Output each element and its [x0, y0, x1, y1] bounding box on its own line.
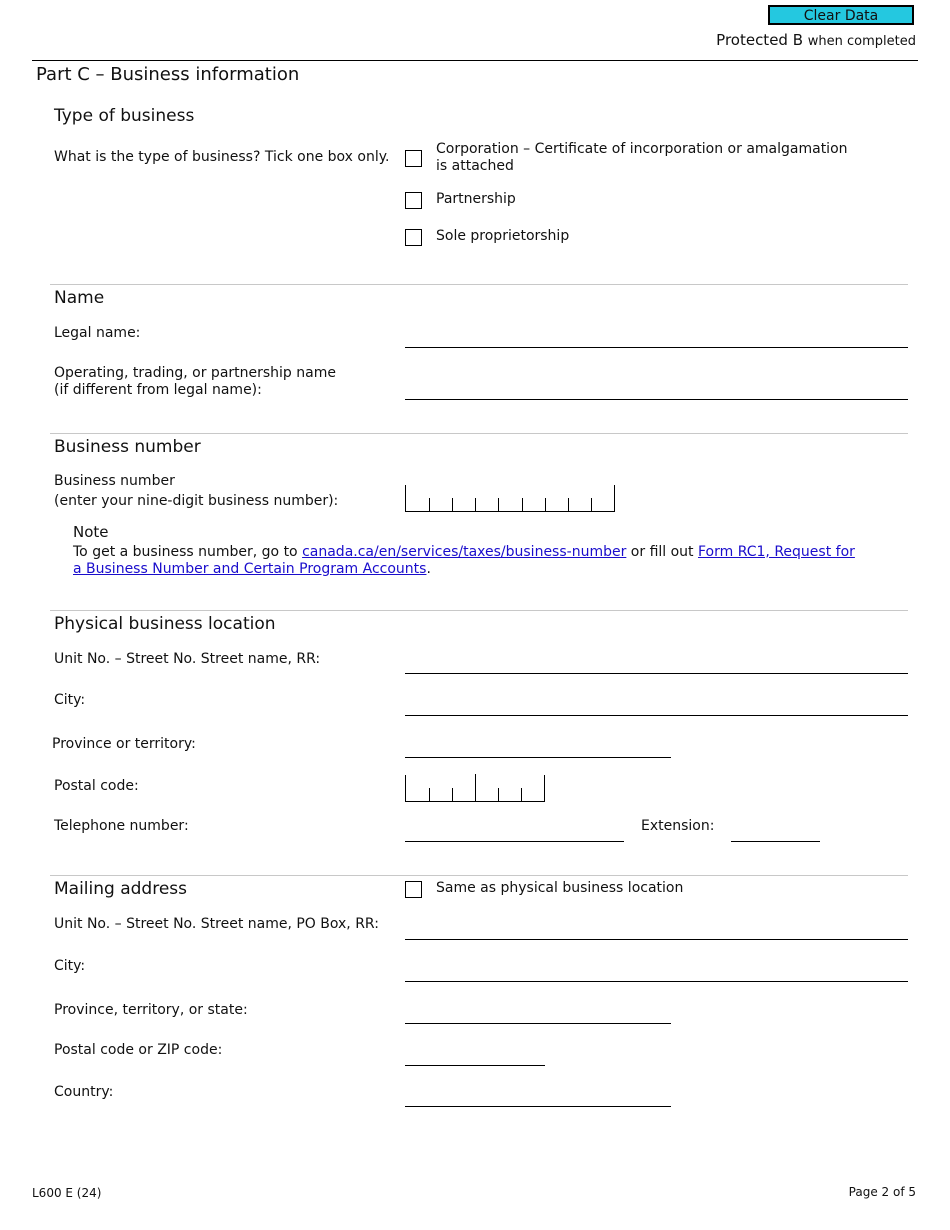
same-as-physical-checkbox[interactable]	[405, 881, 422, 898]
form-rc1-link-line2[interactable]: a Business Number and Certain Program Accounts	[73, 561, 427, 577]
char-box	[475, 775, 498, 801]
telephone-label: Telephone number:	[54, 818, 189, 834]
char-box	[429, 775, 452, 801]
corporation-label-line2: is attached	[436, 158, 514, 174]
note-text-line2	[73, 560, 431, 578]
physical-city-input[interactable]	[405, 695, 908, 716]
note-text: To get a business number, go to	[73, 544, 303, 560]
form-identifier: L600 E (24)	[32, 1186, 102, 1200]
section-divider	[50, 875, 908, 876]
mailing-postal-input[interactable]	[405, 1045, 545, 1066]
part-title: Part C – Business information	[36, 64, 300, 85]
char-box	[406, 775, 429, 801]
operating-name-label: Operating, trading, or partnership name	[54, 365, 336, 381]
type-of-business-heading: Type of business	[54, 106, 195, 126]
digit-box	[406, 485, 429, 511]
form-rc1-link[interactable]: Form RC1, Request for	[698, 544, 855, 560]
digit-box	[545, 485, 568, 511]
mailing-city-label: City:	[54, 958, 86, 974]
physical-street-label: Unit No. – Street No. Street name, RR:	[54, 651, 321, 667]
country-input[interactable]	[405, 1086, 671, 1107]
business-number-label: Business number	[54, 473, 175, 489]
physical-street-input[interactable]	[405, 653, 908, 674]
digit-box	[498, 485, 521, 511]
extension-label: Extension:	[641, 818, 715, 834]
digit-box	[568, 485, 591, 511]
business-number-label-line2: (enter your nine-digit business number):	[54, 493, 339, 509]
name-heading: Name	[54, 288, 105, 308]
legal-name-input[interactable]	[405, 327, 908, 348]
partnership-label: Partnership	[436, 191, 516, 207]
physical-postal-input[interactable]	[405, 775, 545, 802]
mailing-city-input[interactable]	[405, 961, 908, 982]
same-as-physical-label: Same as physical business location	[436, 880, 684, 896]
section-divider	[50, 610, 908, 611]
business-number-heading: Business number	[54, 437, 201, 457]
operating-name-input[interactable]	[405, 379, 908, 400]
corporation-label: Corporation – Certificate of incorporation or amalgamation	[436, 141, 848, 157]
char-box	[498, 775, 521, 801]
extension-input[interactable]	[731, 821, 820, 842]
corporation-checkbox[interactable]	[405, 150, 422, 167]
clear-data-button[interactable]: Clear Data	[768, 5, 914, 25]
note-text: .	[426, 561, 431, 577]
section-divider	[50, 433, 908, 434]
legal-name-label: Legal name:	[54, 325, 141, 341]
mailing-province-label: Province, territory, or state:	[54, 1002, 248, 1018]
digit-box	[591, 485, 614, 511]
note-title: Note	[73, 523, 109, 541]
digit-box	[522, 485, 545, 511]
sole-proprietorship-checkbox[interactable]	[405, 229, 422, 246]
business-number-input[interactable]	[405, 485, 615, 512]
digit-box	[429, 485, 452, 511]
digit-box	[452, 485, 475, 511]
note-text-line1	[73, 543, 855, 561]
telephone-input[interactable]	[405, 821, 624, 842]
char-box	[452, 775, 475, 801]
page-number: Page 2 of 5	[848, 1185, 916, 1199]
top-rule	[32, 60, 918, 61]
note-text: or fill out	[626, 544, 698, 560]
protected-b-notice	[716, 31, 916, 49]
physical-postal-label: Postal code:	[54, 778, 139, 794]
protected-suffix: when completed	[807, 34, 916, 49]
physical-province-label: Province or territory:	[52, 736, 196, 752]
mailing-address-heading: Mailing address	[54, 879, 188, 899]
sole-proprietorship-label: Sole proprietorship	[436, 228, 570, 244]
char-box	[521, 775, 544, 801]
physical-location-heading: Physical business location	[54, 614, 276, 634]
operating-name-label-line2: (if different from legal name):	[54, 382, 262, 398]
protected-main: Protected B	[716, 31, 803, 49]
physical-province-input[interactable]	[405, 737, 671, 758]
business-type-question: What is the type of business? Tick one box only.	[54, 149, 390, 165]
mailing-postal-label: Postal code or ZIP code:	[54, 1042, 223, 1058]
section-divider	[50, 284, 908, 285]
country-label: Country:	[54, 1084, 114, 1100]
physical-city-label: City:	[54, 692, 86, 708]
partnership-checkbox[interactable]	[405, 192, 422, 209]
mailing-street-label: Unit No. – Street No. Street name, PO Box, RR:	[54, 916, 379, 932]
digit-box	[475, 485, 498, 511]
mailing-province-input[interactable]	[405, 1003, 671, 1024]
business-number-link[interactable]: canada.ca/en/services/taxes/business-number	[302, 544, 627, 560]
mailing-street-input[interactable]	[405, 919, 908, 940]
